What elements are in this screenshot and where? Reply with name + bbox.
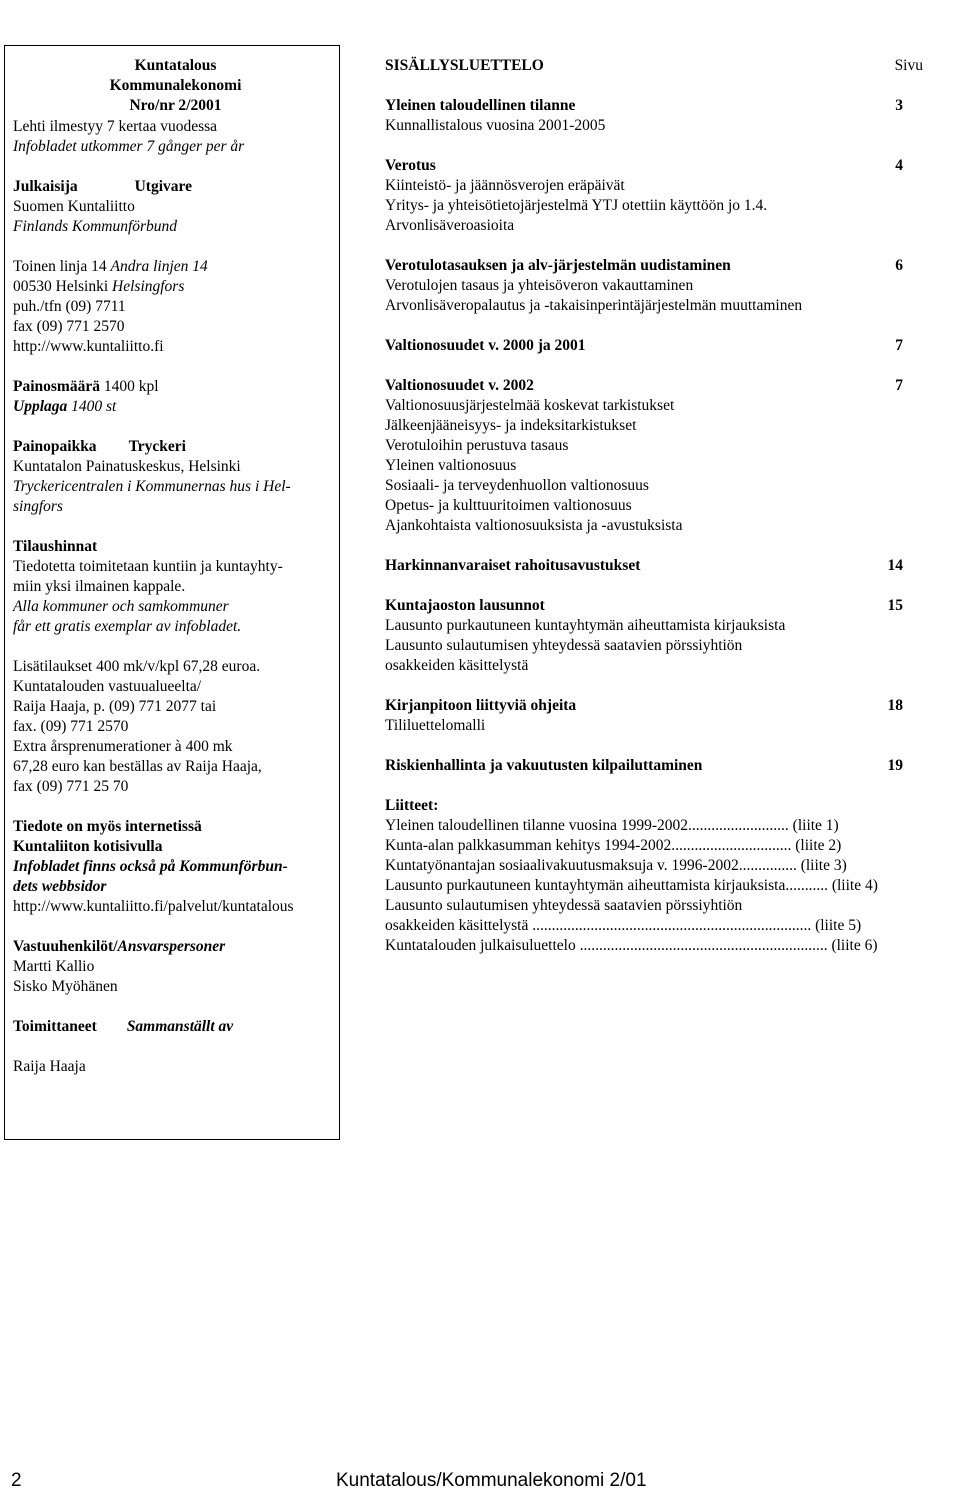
- attachment-3[interactable]: Kuntatyönantajan sosiaalivakuutusmaksuja v. 1996-2002............... (liite 3): [385, 857, 847, 874]
- masthead-title: Kuntatalous: [134, 57, 217, 74]
- toc-section-6[interactable]: [385, 556, 930, 576]
- toc-page-number: 19: [887, 757, 903, 774]
- toc-subsection: Valtionosuusjärjestelmää koskevat tarkistukset: [385, 397, 675, 414]
- page-number: 2: [11, 1470, 22, 1491]
- toc-subsection: Opetus- ja kulttuuritoimen valtionosuus: [385, 497, 632, 514]
- frequency-fi: Lehti ilmestyy 7 kertaa vuodessa: [13, 118, 218, 135]
- toc-subsection: Yleinen valtionosuus: [385, 457, 517, 474]
- printer-sv-2: singfors: [13, 498, 63, 515]
- extra-orders-6: 67,28 euro kan beställas av Raija Haaja,: [13, 758, 262, 775]
- toc-subsection: Yritys- ja yhteisötietojärjestelmä YTJ otettiin käyttöön jo 1.4.: [385, 197, 768, 214]
- responsible-person-2: Sisko Myöhänen: [13, 978, 118, 995]
- extra-orders-1: Lisätilaukset 400 mk/v/kpl 67,28 euroa.: [13, 658, 261, 675]
- toc-subsection: Arvonlisäveroasioita: [385, 217, 515, 234]
- toc-subsection: Lausunto sulautumisen yhteydessä saatavien pörssiyhtiön: [385, 637, 743, 654]
- toc-section-5[interactable]: [385, 376, 930, 396]
- toc-subsection: osakkeiden käsittelystä: [385, 657, 529, 674]
- toc-page-number: 15: [887, 597, 903, 614]
- toc-subsection: Kiinteistö- ja jäännösverojen eräpäivät: [385, 177, 625, 194]
- footer-publication: Kuntatalous/Kommunalekonomi 2/01: [336, 1470, 647, 1491]
- attachment-4[interactable]: Lausunto purkautuneen kuntayhtymän aiheuttamista kirjauksista........... (liite 4): [385, 877, 878, 894]
- orders-sv-2: får ett gratis exemplar av infobladet.: [13, 618, 242, 635]
- attachment-6[interactable]: Kuntatalouden julkaisuluettelo ................................................................ (liite 6): [385, 937, 878, 954]
- printer-fi: Kuntatalon Painatuskeskus, Helsinki: [13, 458, 241, 475]
- toc-section-title: Verotulotasauksen ja alv-järjestelmän uudistaminen: [385, 257, 731, 274]
- attachment-5[interactable]: osakkeiden käsittelystä ........................................................................ (liite 5): [385, 917, 862, 934]
- attachment-1[interactable]: Yleinen taloudellinen tilanne vuosina 1999-2002.......................... (liite 1): [385, 817, 839, 834]
- toc-section-title: Kuntajaoston lausunnot: [385, 597, 545, 614]
- internet-subheading: Kuntaliiton kotisivulla: [13, 838, 163, 855]
- issue-number: Nro/nr 2/2001: [129, 97, 222, 114]
- toc-section-7[interactable]: [385, 596, 930, 616]
- toc-page-number: 7: [895, 377, 903, 394]
- printer-label: [13, 437, 338, 457]
- toc-header: [385, 56, 930, 76]
- publisher-label-sv: Utgivare: [134, 178, 193, 195]
- address-sv: Andra linjen 14: [110, 258, 208, 275]
- attachments-heading: Liitteet:: [385, 797, 439, 814]
- website-link[interactable]: http://www.kuntaliitto.fi: [13, 338, 164, 355]
- toc-section-title: Valtionosuudet v. 2000 ja 2001: [385, 337, 586, 354]
- toc-page-number: 3: [895, 97, 903, 114]
- circulation-label: Painosmäärä: [13, 378, 100, 395]
- responsible-person-1: Martti Kallio: [13, 958, 95, 975]
- toc-section-1[interactable]: [385, 96, 930, 116]
- toc-subsection: Verotulojen tasaus ja yhteisöveron vakauttaminen: [385, 277, 694, 294]
- internet-sv-2: dets webbsidor: [13, 878, 107, 895]
- editors-label-fi: Toimittaneet: [13, 1018, 97, 1035]
- address-fi: Toinen linja 14: [13, 258, 111, 275]
- toc-page-number: 18: [887, 697, 903, 714]
- circulation-sv-value: 1400 st: [67, 398, 117, 415]
- extra-orders-2: Kuntatalouden vastuualueelta/: [13, 678, 202, 695]
- toc-section-title: Valtionosuudet v. 2002: [385, 377, 534, 394]
- printer-label-fi: Painopaikka: [13, 438, 97, 455]
- toc-page-number: 4: [895, 157, 903, 174]
- toc-subsection: Tililuettelomalli: [385, 717, 486, 734]
- toc-subsection: Sosiaali- ja terveydenhuollon valtionosuus: [385, 477, 649, 494]
- masthead: [13, 56, 338, 1077]
- frequency-sv: Infobladet utkommer 7 gånger per år: [13, 138, 245, 155]
- phone: puh./tfn (09) 7711: [13, 298, 126, 315]
- publisher-label-fi: Julkaisija: [13, 178, 78, 195]
- toc-section-title: Harkinnanvaraiset rahoitusavustukset: [385, 557, 641, 574]
- toc-subsection: Jälkeenjääneisyys- ja indeksitarkistukset: [385, 417, 637, 434]
- extra-orders-3: Raija Haaja, p. (09) 771 2077 tai: [13, 698, 217, 715]
- publisher-sv: Finlands Kommunförbund: [13, 218, 178, 235]
- postal-sv: Helsingfors: [112, 278, 185, 295]
- internet-url[interactable]: http://www.kuntaliitto.fi/palvelut/kuntatalous: [13, 898, 294, 915]
- attachment-2[interactable]: Kunta-alan palkkasumman kehitys 1994-2002............................... (liite 2): [385, 837, 842, 854]
- orders-text-2: miin yksi ilmainen kappale.: [13, 578, 186, 595]
- publisher-fi: Suomen Kuntaliitto: [13, 198, 135, 215]
- toc-page-label: Sivu: [894, 57, 923, 74]
- orders-label: Tilaushinnat: [13, 538, 98, 555]
- orders-text-1: Tiedotetta toimitetaan kuntiin ja kuntayhty-: [13, 558, 283, 575]
- toc-heading: SISÄLLYSLUETTELO: [385, 57, 544, 74]
- address-line-1: [13, 257, 338, 277]
- responsible-label-sv: Ansvarspersoner: [117, 938, 226, 955]
- publisher-label: [13, 177, 338, 197]
- editor-name: Raija Haaja: [13, 1058, 86, 1075]
- masthead-title-sv: Kommunalekonomi: [109, 77, 242, 94]
- toc-section-3[interactable]: [385, 256, 930, 276]
- fax: fax (09) 771 2570: [13, 318, 125, 335]
- toc-page-number: 6: [895, 257, 903, 274]
- toc-section-title: Yleinen taloudellinen tilanne: [385, 97, 576, 114]
- circulation-value: 1400 kpl: [99, 378, 159, 395]
- toc-subsection: Arvonlisäveropalautus ja -takaisinperintäjärjestelmän muuttaminen: [385, 297, 803, 314]
- toc-subsection: Verotuloihin perustuva tasaus: [385, 437, 569, 454]
- toc-subsection: Kunnallistalous vuosina 2001-2005: [385, 117, 606, 134]
- responsible-label: [13, 937, 338, 957]
- editors-label: [13, 1017, 338, 1037]
- printer-label-sv: Tryckeri: [128, 438, 186, 455]
- responsible-label-fi: Vastuuhenkilöt/: [13, 938, 118, 955]
- printer-sv-1: Tryckericentralen i Kommunernas hus i Hel-: [13, 478, 291, 495]
- extra-orders-7: fax (09) 771 25 70: [13, 778, 129, 795]
- table-of-contents: [385, 56, 930, 956]
- extra-orders-5: Extra årsprenumerationer à 400 mk: [13, 738, 233, 755]
- toc-section-2[interactable]: [385, 156, 930, 176]
- circulation-fi: [13, 377, 338, 397]
- toc-page-number: 7: [895, 337, 903, 354]
- internet-heading: Tiedote on myös internetissä: [13, 818, 202, 835]
- extra-orders-4: fax. (09) 771 2570: [13, 718, 129, 735]
- toc-section-title: Kirjanpitoon liittyviä ohjeita: [385, 697, 577, 714]
- toc-subsection: Ajankohtaista valtionosuuksista ja -avustuksista: [385, 517, 683, 534]
- toc-section-8[interactable]: [385, 696, 930, 716]
- attachment-5-line-1[interactable]: Lausunto sulautumisen yhteydessä saatavien pörssiyhtiön: [385, 897, 743, 914]
- orders-sv-1: Alla kommuner och samkommuner: [13, 598, 229, 615]
- circulation-sv-label: Upplaga: [13, 398, 68, 415]
- toc-section-4[interactable]: [385, 336, 930, 356]
- circulation-sv: [13, 397, 338, 417]
- internet-sv-1: Infobladet finns också på Kommunförbun-: [13, 858, 288, 875]
- address-line-2: [13, 277, 338, 297]
- toc-page-number: 14: [887, 557, 903, 574]
- toc-section-9[interactable]: [385, 756, 930, 776]
- toc-section-title: Riskienhallinta ja vakuutusten kilpailuttaminen: [385, 757, 703, 774]
- toc-section-title: Verotus: [385, 157, 436, 174]
- editors-label-sv: Sammanställt av: [126, 1018, 234, 1035]
- toc-subsection: Lausunto purkautuneen kuntayhtymän aiheuttamista kirjauksista: [385, 617, 786, 634]
- postal-fi: 00530 Helsinki: [13, 278, 113, 295]
